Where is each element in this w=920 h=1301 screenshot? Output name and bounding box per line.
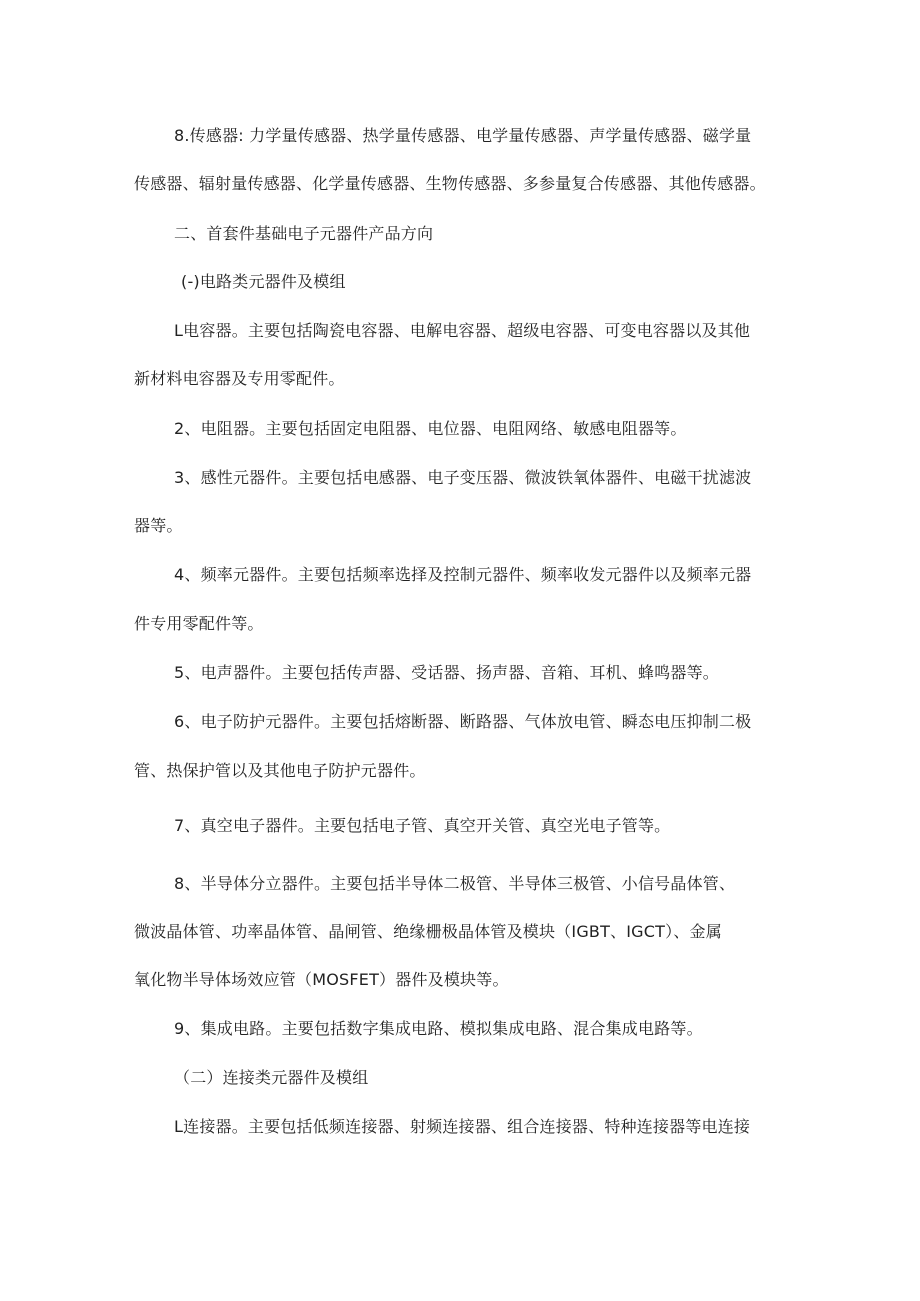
item-electroacoustic: 5、电声器件。主要包括传声器、受话器、扬声器、音箱、耳机、蜂鸣器等。 bbox=[174, 663, 719, 682]
item-frequency-line-1: 4、频率元器件。主要包括频率选择及控制元器件、频率收发元器件以及频率元器 bbox=[174, 565, 752, 584]
subsection-heading-connection: （二）连接类元器件及模组 bbox=[174, 1068, 369, 1087]
item-resistor: 2、电阻器。主要包括固定电阻器、电位器、电阻网络、敏感电阻器等。 bbox=[174, 419, 687, 438]
paragraph-sensors-line-2: 传感器、辐射量传感器、化学量传感器、生物传感器、多参量复合传感器、其他传感器。 bbox=[134, 174, 766, 193]
paragraph-sensors-line-1: 8.传感器: 力学量传感器、热学量传感器、电学量传感器、声学量传感器、磁学量 bbox=[174, 126, 752, 145]
item-protection-line-1: 6、电子防护元器件。主要包括熔断器、断路器、气体放电管、瞬态电压抑制二极 bbox=[174, 712, 752, 731]
item-connector-line-1: L连接器。主要包括低频连接器、射频连接器、组合连接器、特种连接器等电连接 bbox=[174, 1117, 751, 1136]
item-vacuum: 7、真空电子器件。主要包括电子管、真空开关管、真空光电子管等。 bbox=[174, 816, 671, 835]
item-semiconductor-line-3: 氧化物半导体场效应管（MOSFET）器件及模块等。 bbox=[134, 970, 509, 989]
section-heading-2: 二、首套件基础电子元器件产品方向 bbox=[174, 224, 434, 243]
item-frequency-line-2: 件专用零配件等。 bbox=[134, 614, 264, 633]
item-protection-line-2: 管、热保护管以及其他电子防护元器件。 bbox=[134, 761, 426, 780]
item-inductive-line-2: 器等。 bbox=[134, 516, 183, 535]
item-semiconductor-line-1: 8、半导体分立器件。主要包括半导体二极管、半导体三极管、小信号晶体管、 bbox=[174, 874, 736, 893]
item-inductive-line-1: 3、感性元器件。主要包括电感器、电子变压器、微波铁氧体器件、电磁干扰滤波 bbox=[174, 468, 752, 487]
subsection-heading-circuit: (-)电路类元器件及模组 bbox=[181, 272, 346, 291]
item-capacitor-line-1: L电容器。主要包括陶瓷电容器、电解电容器、超级电容器、可变电容器以及其他 bbox=[174, 321, 751, 340]
item-capacitor-line-2: 新材料电容器及专用零配件。 bbox=[134, 369, 345, 388]
item-semiconductor-line-2: 微波晶体管、功率晶体管、晶闸管、绝缘栅极晶体管及模块（IGBT、IGCT）、金属 bbox=[134, 922, 722, 941]
item-integrated-circuit: 9、集成电路。主要包括数字集成电路、模拟集成电路、混合集成电路等。 bbox=[174, 1019, 703, 1038]
